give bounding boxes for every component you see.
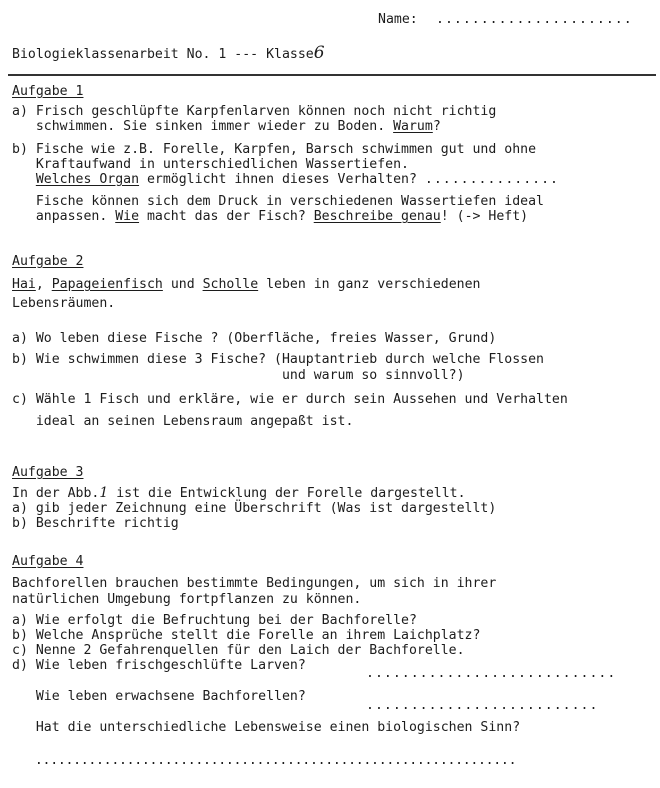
aufgabe-4-heading: Aufgabe 4 xyxy=(12,554,84,569)
header-divider xyxy=(8,74,656,76)
aufgabe-1-b-line4: Fische können sich dem Druck in verschiedenen Wassertiefen ideal xyxy=(12,194,544,209)
aufgabe-4-e: Wie leben erwachsene Bachforellen? xyxy=(12,689,306,704)
name-label: Name: xyxy=(378,12,418,27)
aufgabe-1-b-line3: Welches Organ ermöglicht ihnen dieses Verhalten? ............... xyxy=(35,172,559,187)
aufgabe-4-a: a) Wie erfolgt die Befruchtung bei der Bachforelle? xyxy=(12,613,417,628)
aufgabe-4-d: d) Wie leben frischgeschlüfte Larven? xyxy=(12,658,306,673)
aufgabe-4-b: b) Welche Ansprüche stellt die Forelle an ihrem Laichplatz? xyxy=(12,628,481,643)
aufgabe-2-b-line1: b) Wie schwimmen diese 3 Fische? (Hauptantrieb durch welche Flossen xyxy=(12,352,544,367)
aufgabe-1-b-line5: anpassen. Wie macht das der Fisch? Beschreibe genau! (-> Heft) xyxy=(12,209,529,224)
aufgabe-2-line2: Lebensräumen. xyxy=(12,296,116,311)
aufgabe-4-f-answer-dots: ............................................................... xyxy=(12,753,517,768)
aufgabe-2-c-line1: c) Wähle 1 Fisch und erkläre, wie er durch sein Aussehen und Verhalten xyxy=(12,392,568,407)
aufgabe-1-b-line1: b) Fische wie z.B. Forelle, Karpfen, Barsch schwimmen gut und ohne xyxy=(12,142,537,157)
aufgabe-2-line1: Hai, Papageienfisch und Scholle leben in ganz verschiedenen xyxy=(12,277,481,292)
aufgabe-3-heading: Aufgabe 3 xyxy=(12,465,84,480)
aufgabe-4-e-answer-dots: .......................... xyxy=(366,698,599,713)
aufgabe-3-line1: In der Abb.1 ist die Entwicklung der Forelle dargestellt. xyxy=(12,485,466,501)
aufgabe-4-d-answer-dots: ............................ xyxy=(366,666,617,681)
aufgabe-4-f: Hat die unterschiedliche Lebensweise einen biologischen Sinn? xyxy=(12,720,521,735)
aufgabe-1-a-line1: a) Frisch geschlüpfte Karpfenlarven können noch nicht richtig xyxy=(12,104,497,119)
aufgabe-2-c-line2: ideal an seinen Lebensraum angepaßt ist. xyxy=(12,414,354,429)
aufgabe-2-a: a) Wo leben diese Fische ? (Oberfläche, freies Wasser, Grund) xyxy=(12,331,497,346)
aufgabe-1-a-line2: schwimmen. Sie sinken immer wieder zu Boden. Warum? xyxy=(12,119,441,134)
class-handwritten: 6 xyxy=(313,43,325,63)
aufgabe-1-b-line2: Kraftaufwand in unterschiedlichen Wassertiefen. xyxy=(12,157,409,172)
aufgabe-1-heading: Aufgabe 1 xyxy=(12,84,84,99)
aufgabe-4-line2: natürlichen Umgebung fortpflanzen zu können. xyxy=(12,592,362,607)
aufgabe-4-c: c) Nenne 2 Gefahrenquellen für den Laich der Bachforelle. xyxy=(12,643,465,658)
aufgabe-4-line1: Bachforellen brauchen bestimmte Bedingungen, um sich in ihrer xyxy=(12,576,497,591)
aufgabe-3-a: a) gib jeder Zeichnung eine Überschrift (Was ist dargestellt) xyxy=(12,501,497,516)
page-title: Biologieklassenarbeit No. 1 --- Klasse6 xyxy=(12,43,325,63)
aufgabe-3-b: b) Beschrifte richtig xyxy=(12,516,179,531)
name-dots: ...................... xyxy=(436,12,633,27)
aufgabe-2-heading: Aufgabe 2 xyxy=(12,254,84,269)
aufgabe-2-b-line2: und warum so sinnvoll?) xyxy=(12,368,465,383)
